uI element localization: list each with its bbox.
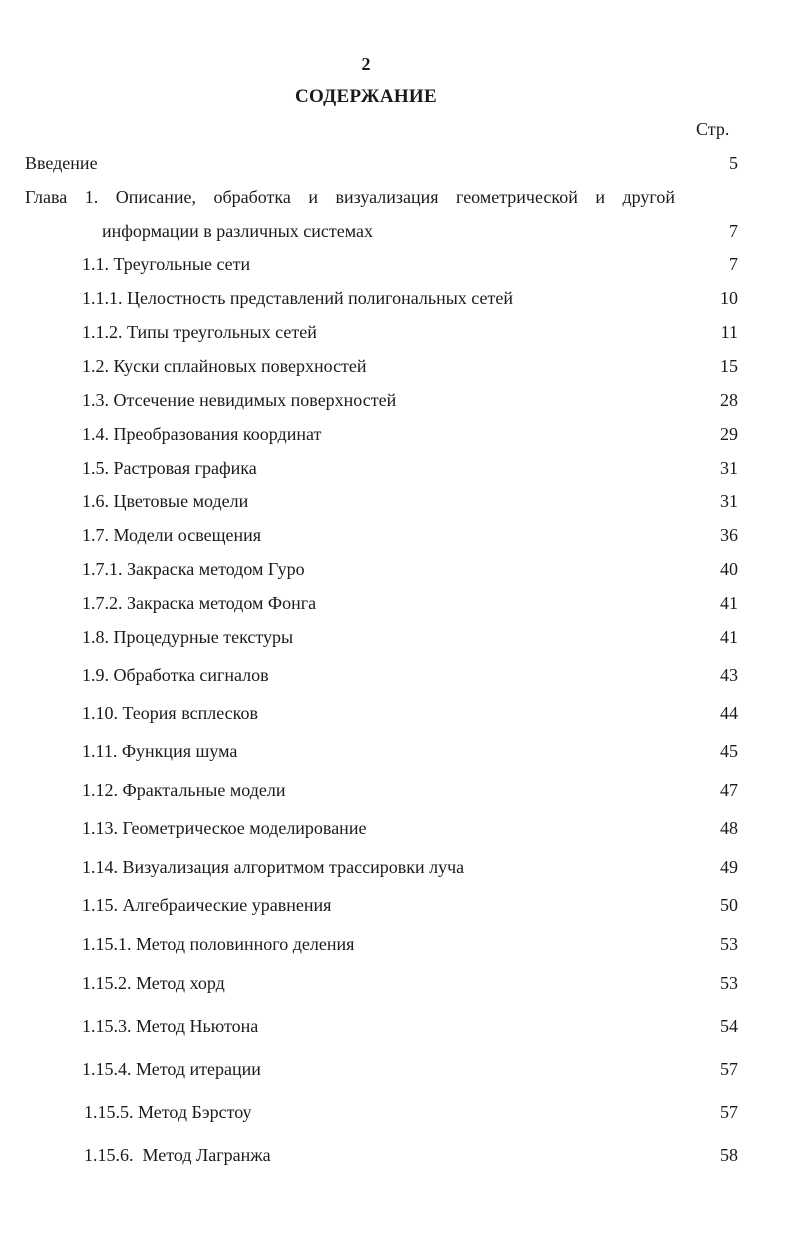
toc-entry-label: Введение — [25, 153, 98, 173]
toc-entry — [0, 779, 796, 809]
toc-entry-page: 43 — [720, 665, 738, 685]
toc-entry-page: 57 — [720, 1102, 738, 1122]
toc-entry — [0, 894, 796, 924]
toc-entry-page: 41 — [720, 627, 738, 647]
toc-entry-label: 1.12. Фрактальные модели — [82, 780, 286, 800]
toc-entry — [0, 1015, 796, 1045]
toc-entry-page: 49 — [720, 857, 738, 877]
page-number: 2 — [361, 54, 371, 74]
toc-entry-label: 1.11. Функция шума — [82, 741, 238, 761]
toc-entry — [0, 592, 796, 622]
toc-entry-label: 1.1. Треугольные сети — [82, 254, 251, 274]
toc-entry-page: 40 — [720, 559, 738, 579]
toc-entry — [0, 856, 796, 886]
toc-entry-page: 11 — [720, 322, 738, 342]
toc-entry-label: 1.2. Куски сплайновых поверхностей — [82, 356, 367, 376]
toc-entry — [0, 1144, 796, 1174]
toc-entry — [0, 740, 796, 770]
toc-entry — [0, 702, 796, 732]
toc-entry — [0, 1101, 796, 1131]
toc-entry-page: 54 — [720, 1016, 738, 1036]
toc-entry-label: 1.15.2. Метод хорд — [82, 973, 225, 993]
toc-entry — [0, 287, 796, 317]
toc-entry — [0, 817, 796, 847]
toc-entry-page: 50 — [720, 895, 738, 915]
toc-entry-intro — [0, 152, 796, 182]
toc-entry-page: 7 — [729, 254, 738, 274]
toc-entry-page: 29 — [720, 424, 738, 444]
toc-entry-label: 1.1.1. Целостность представлений полигональных сетей — [82, 288, 513, 308]
toc-entry-label: 1.15.6. Метод Лагранжа — [84, 1145, 271, 1165]
toc-entry-page: 58 — [720, 1145, 738, 1165]
page-column-label: Стр. — [696, 119, 730, 139]
toc-entry-page: 47 — [720, 780, 738, 800]
toc-entry-page: 45 — [720, 741, 738, 761]
toc-entry-page: 7 — [729, 221, 738, 241]
toc-entry-label: 1.1.2. Типы треугольных сетей — [82, 322, 317, 342]
toc-entry-label: 1.5. Растровая графика — [82, 458, 257, 478]
toc-entry — [0, 626, 796, 656]
toc-entry-label: 1.15.1. Метод половинного деления — [82, 934, 355, 954]
toc-entry-label: 1.10. Теория всплесков — [82, 703, 258, 723]
toc-entry — [0, 558, 796, 588]
toc-entry-label: 1.15.4. Метод итерации — [82, 1059, 261, 1079]
toc-entry-page: 31 — [720, 458, 738, 478]
page-title: СОДЕРЖАНИЕ — [295, 86, 437, 107]
toc-entry-label: 1.6. Цветовые модели — [82, 491, 249, 511]
toc-entry — [0, 321, 796, 351]
toc-entry-label: 1.13. Геометрическое моделирование — [82, 818, 367, 838]
toc-entry-page: 28 — [720, 390, 738, 410]
toc-entry-page: 57 — [720, 1059, 738, 1079]
toc-entry — [0, 253, 796, 283]
chapter-1-line1: Глава 1. Описание, обработка и визуализация геометрической и другой — [25, 187, 675, 207]
toc-entry-label: 1.8. Процедурные текстуры — [82, 627, 294, 647]
toc-entry — [0, 664, 796, 694]
toc-entry-page: 53 — [720, 934, 738, 954]
toc-entry-page: 15 — [720, 356, 738, 376]
toc-entry — [0, 1058, 796, 1088]
toc-entry-label: 1.4. Преобразования координат — [82, 424, 322, 444]
toc-entry — [0, 972, 796, 1002]
toc-entry-chapter-1 — [0, 220, 796, 250]
toc-entry-label: 1.15.5. Метод Бэрстоу — [84, 1102, 252, 1122]
toc-entry-page: 31 — [720, 491, 738, 511]
toc-entry-page: 36 — [720, 525, 738, 545]
toc-entry-label: 1.15.3. Метод Ньютона — [82, 1016, 259, 1036]
toc-entry — [0, 524, 796, 554]
toc-entry-page: 10 — [720, 288, 738, 308]
toc-entry — [0, 933, 796, 963]
toc-entry-label: 1.9. Обработка сигналов — [82, 665, 269, 685]
toc-entry-page: 5 — [729, 153, 738, 173]
toc-entry-label: 1.3. Отсечение невидимых поверхностей — [82, 390, 397, 410]
chapter-1-line2: информации в различных системах — [102, 221, 374, 241]
toc-entry-label: 1.15. Алгебраические уравнения — [82, 895, 332, 915]
toc-entry-page: 44 — [720, 703, 738, 723]
toc-entry-page: 48 — [720, 818, 738, 838]
toc-entry-label: 1.14. Визуализация алгоритмом трассировки луча — [82, 857, 465, 877]
toc-entry — [0, 423, 796, 453]
toc-entry-page: 53 — [720, 973, 738, 993]
toc-entry-label: 1.7. Модели освещения — [82, 525, 262, 545]
toc-entry — [0, 490, 796, 520]
toc-entry-page: 41 — [720, 593, 738, 613]
toc-entry — [0, 389, 796, 419]
toc-entry-label: 1.7.1. Закраска методом Гуро — [82, 559, 305, 579]
toc-entry — [0, 457, 796, 487]
toc-entry — [0, 355, 796, 385]
toc-entry-label: 1.7.2. Закраска методом Фонга — [82, 593, 317, 613]
